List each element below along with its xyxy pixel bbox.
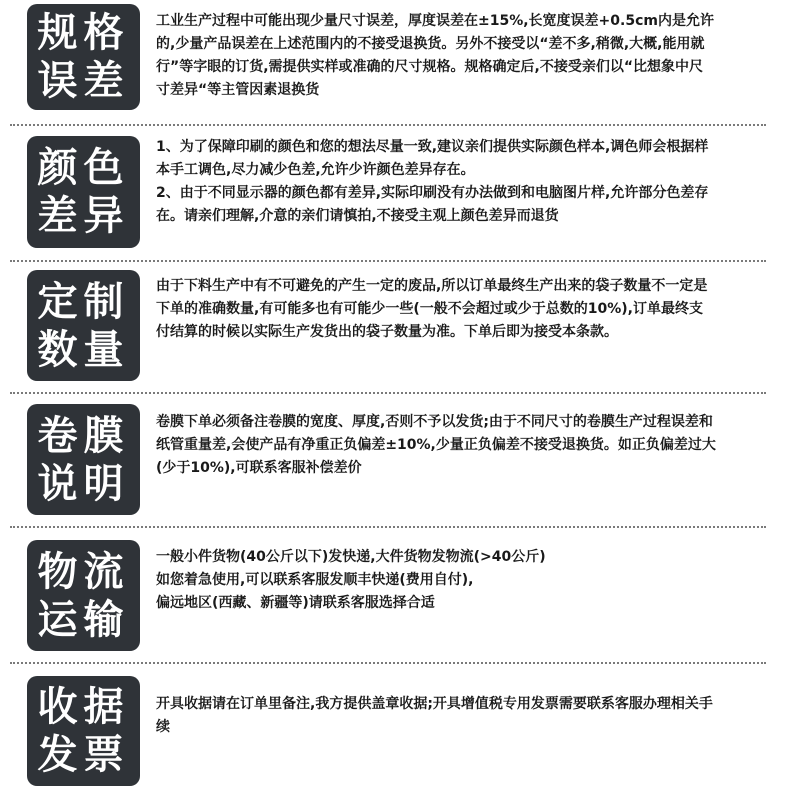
paragraph: 工业生产过程中可能出现少量尺寸误差，厚度误差在±15%,长宽度误差+0.5cm内是允许的,少量产品误差在上述范围内的不接受退换货。另外不接受以“差不多,稍微,大概,能用就行”等字眼的订货,需提供实样或准确的尺寸规格。规格确定后,不接受亲们以“比想象中尺寸差异“等主管因素退换货 <box>156 13 714 98</box>
badge-title-line2: 数量 <box>37 326 130 373</box>
badge-logistics <box>27 540 140 651</box>
badge-title-line1: 物流 <box>37 548 130 595</box>
badge-title-line2: 误差 <box>37 58 130 104</box>
custom-quantity-text <box>156 275 716 344</box>
paragraph: 偏远地区(西藏、新疆等)请联系客服选择合适 <box>156 595 435 611</box>
badge-receipt-invoice <box>27 676 140 786</box>
paragraph: 如您着急使用,可以联系客服发顺丰快递(费用自付), <box>156 572 474 588</box>
receipt-invoice-text <box>156 693 716 739</box>
divider <box>10 392 766 394</box>
badge-spec-error <box>27 4 140 110</box>
badge-title-line1: 收据 <box>37 684 130 730</box>
badge-title-line1: 卷膜 <box>37 412 130 459</box>
badge-title-line2: 发票 <box>37 732 130 778</box>
paragraph: 由于下料生产中有不可避免的产生一定的废品,所以订单最终生产出来的袋子数量不一定是下单的准确数量,有可能多也有可能少一些(一般不会超过或少于总数的10%),订单最终支付结算的时候以实际生产发货出的袋子数量为准。下单后即为接受本条款。 <box>156 278 708 340</box>
divider <box>10 260 766 262</box>
paragraph: 2、由于不同显示器的颜色都有差异,实际印刷没有办法做到和电脑图片样,允许部分色差存在。请亲们理解,介意的亲们请慎拍,不接受主观上颜色差异而退货 <box>156 185 709 224</box>
logistics-text <box>156 546 716 615</box>
paragraph: 卷膜下单必须备注卷膜的宽度、厚度,否则不予以发货;由于不同尺寸的卷膜生产过程误差和纸管重量差,会使产品有净重正负偏差±10%,少量正负偏差不接受退换货。如正负偏差过大(少于10%),可联系客服补偿差价 <box>156 414 716 476</box>
paragraph: 一般小件货物(40公斤以下)发快递,大件货物发物流(>40公斤) <box>156 549 546 565</box>
divider <box>10 124 766 126</box>
paragraph: 开具收据请在订单里备注,我方提供盖章收据;开具增值税专用发票需要联系客服办理相关手续 <box>156 696 713 735</box>
badge-title-line1: 规格 <box>37 10 130 56</box>
badge-title-line1: 颜色 <box>37 145 130 191</box>
badge-color-difference <box>27 136 140 248</box>
divider <box>10 662 766 664</box>
color-difference-text <box>156 136 716 228</box>
badge-custom-quantity <box>27 270 140 381</box>
badge-title-line2: 说明 <box>37 460 130 507</box>
film-roll-notes-text <box>156 411 716 480</box>
spec-error-text <box>156 10 716 102</box>
divider <box>10 526 766 528</box>
badge-title-line2: 差异 <box>37 193 130 239</box>
badge-title-line2: 运输 <box>37 596 130 643</box>
paragraph: 1、为了保障印刷的颜色和您的想法尽量一致,建议亲们提供实际颜色样本,调色师会根据样本手工调色,尽力减少色差,允许少许颜色差异存在。 <box>156 139 709 178</box>
badge-film-roll-notes <box>27 404 140 515</box>
badge-title-line1: 定制 <box>37 278 130 325</box>
